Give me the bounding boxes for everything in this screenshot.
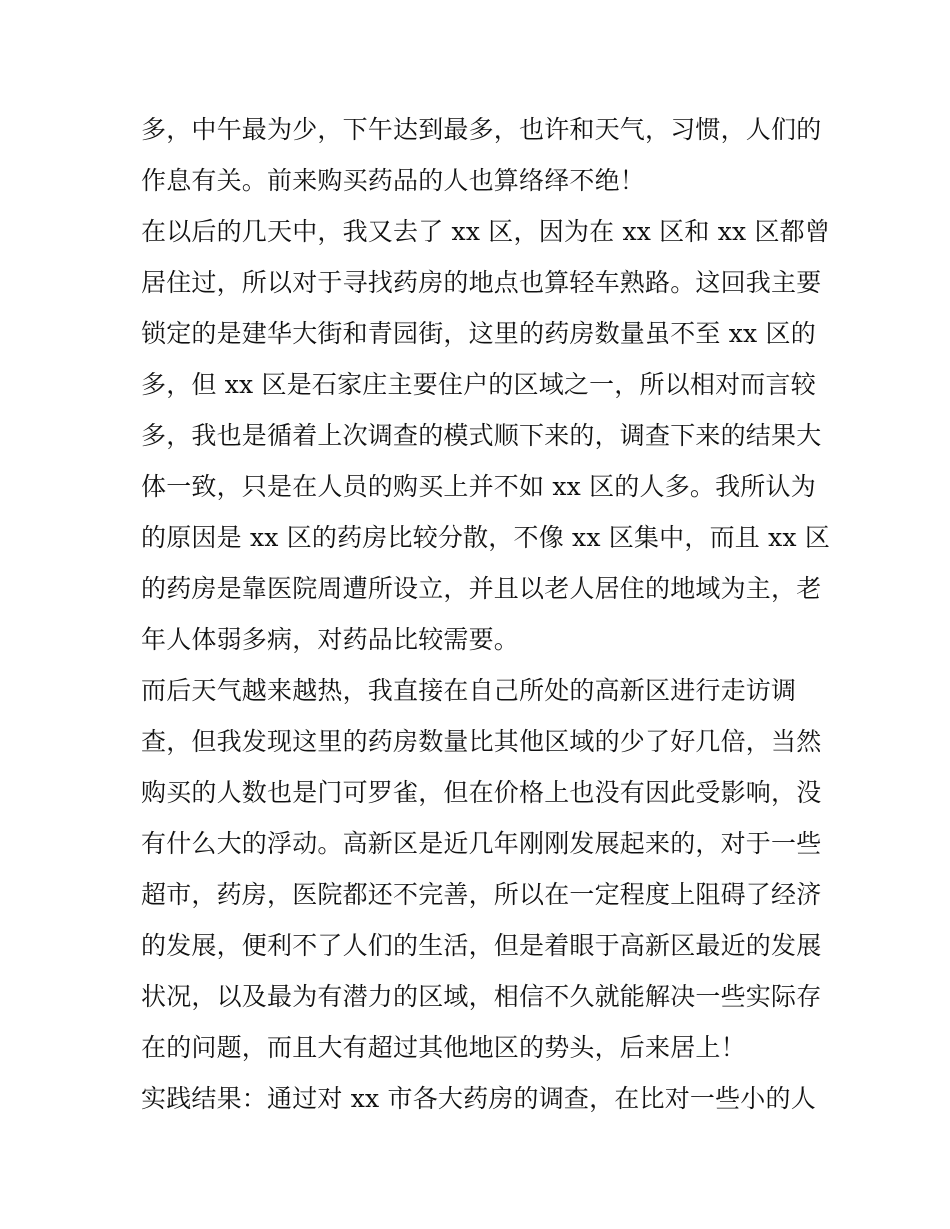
text-line: 有什么大的浮动。高新区是近几年刚刚发展起来的，对于一些 — [141, 829, 822, 858]
text-line: 体一致，只是在人员的购买上并不如 xx 区的人多。我所认为 — [141, 472, 816, 501]
text-line: 多，我也是循着上次调查的模式顺下来的，调查下来的结果大 — [141, 421, 822, 450]
text-line: 的发展，便利不了人们的生活，但是着眼于高新区最近的发展 — [141, 931, 822, 960]
text-line: 而后天气越来越热，我直接在自己所处的高新区进行走访调 — [141, 676, 797, 705]
text-line: 作息有关。前来购买药品的人也算络绎不绝！ — [141, 166, 646, 195]
text-line: 的药房是靠医院周遭所设立，并且以老人居住的地域为主，老 — [141, 574, 822, 603]
text-line: 在以后的几天中，我又去了 xx 区，因为在 xx 区和 xx 区都曾 — [141, 217, 831, 246]
text-line: 超市，药房，医院都还不完善，所以在一定程度上阻碍了经济 — [141, 880, 822, 909]
text-line: 在的问题，而且大有超过其他地区的势头，后来居上！ — [141, 1033, 746, 1062]
text-line: 年人体弱多病，对药品比较需要。 — [141, 625, 520, 654]
text-line: 实践结果：通过对 xx 市各大药房的调查，在比对一些小的人 — [141, 1084, 816, 1113]
text-line: 居住过，所以对于寻找药房的地点也算轻车熟路。这回我主要 — [141, 268, 822, 297]
text-line: 多，中午最为少，下午达到最多，也许和天气，习惯，人们的 — [141, 115, 822, 144]
text-line: 多，但 xx 区是石家庄主要住户的区域之一，所以相对而言较 — [141, 370, 816, 399]
text-line: 的原因是 xx 区的药房比较分散，不像 xx 区集中，而且 xx 区 — [141, 523, 831, 552]
text-line: 状况，以及最为有潜力的区域，相信不久就能解决一些实际存 — [141, 982, 822, 1011]
text-line: 锁定的是建华大街和青园街，这里的药房数量虽不至 xx 区的 — [141, 319, 816, 348]
text-line: 购买的人数也是门可罗雀，但在价格上也没有因此受影响，没 — [141, 778, 822, 807]
text-line: 查，但我发现这里的药房数量比其他区域的少了好几倍，当然 — [141, 727, 822, 756]
body-text — [141, 104, 831, 1124]
